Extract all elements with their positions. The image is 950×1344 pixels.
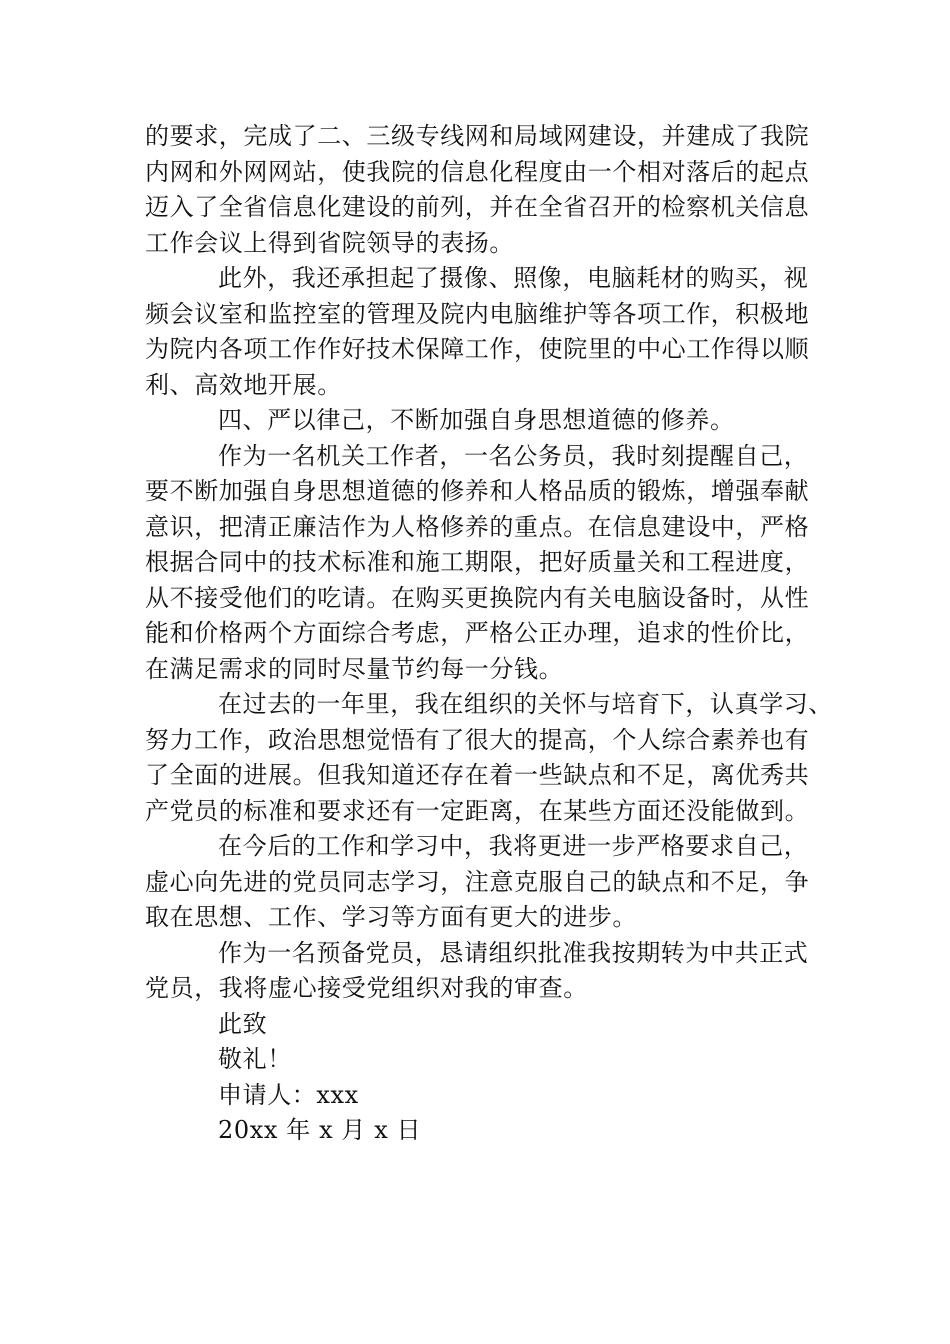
text-line: 党员，我将虚心接受党组织对我的审查。 <box>145 974 588 1002</box>
text-line: 利、高效地开展。 <box>145 370 342 399</box>
text-line: 此外，我还承担起了摄像、照像，电脑耗材的购买，视 <box>218 264 809 292</box>
text-line: 在满足需求的同时尽量节约每一分钱。 <box>145 654 564 683</box>
text-line: 作为一名机关工作者，一名公务员，我时刻提醒自己， <box>218 441 809 470</box>
text-line: 申请人：xxx <box>218 1080 359 1109</box>
text-line: 敬礼！ <box>218 1045 292 1073</box>
text-line: 了全面的进展。但我知道还存在着一些缺点和不足，离优秀共 <box>145 761 810 789</box>
text-line: 在今后的工作和学习中，我将更进一步严格要求自己， <box>218 832 809 860</box>
text-line: 取在思想、工作、学习等方面有更大的进步。 <box>145 903 637 931</box>
text-line: 此致 <box>218 1009 268 1038</box>
text-line: 作为一名预备党员，恳请组织批准我按期转为中共正式 <box>218 938 809 967</box>
text-line: 产党员的标准和要求还有一定距离，在某些方面还没能做到。 <box>145 796 810 825</box>
text-line: 迈入了全省信息化建设的前列，并在全省召开的检察机关信息 <box>145 193 810 221</box>
text-line: 内网和外网网站，使我院的信息化程度由一个相对落后的起点 <box>145 157 810 186</box>
text-line: 20xx 年 x 月 x 日 <box>218 1116 422 1144</box>
text-line: 努力工作，政治思想觉悟有了很大的提高，个人综合素养也有 <box>145 725 810 754</box>
text-line: 在过去的一年里，我在组织的关怀与培育下，认真学习、 <box>218 690 833 718</box>
document-body <box>145 119 833 1149</box>
text-line: 四、严以律己，不断加强自身思想道德的修养。 <box>218 406 735 434</box>
text-line: 频会议室和监控室的管理及院内电脑维护等各项工作，积极地 <box>145 299 810 328</box>
text-line: 为院内各项工作作好技术保障工作，使院里的中心工作得以顺 <box>145 335 810 363</box>
text-line: 的要求，完成了二、三级专线网和局域网建设，并建成了我院 <box>145 122 810 150</box>
text-line: 意识，把清正廉洁作为人格修养的重点。在信息建设中，严格 <box>145 512 810 541</box>
text-line: 工作会议上得到省院领导的表扬。 <box>145 228 514 257</box>
text-line: 要不断加强自身思想道德的修养和人格品质的锻炼，增强奉献 <box>145 477 810 505</box>
text-line: 虚心向先进的党员同志学习，注意克服自己的缺点和不足，争 <box>145 867 810 896</box>
text-line: 从不接受他们的吃请。在购买更换院内有关电脑设备时，从性 <box>145 583 810 612</box>
text-line: 根据合同中的技术标准和施工期限，把好质量关和工程进度， <box>145 548 810 576</box>
text-line: 能和价格两个方面综合考虑，严格公正办理，追求的性价比， <box>145 619 810 647</box>
